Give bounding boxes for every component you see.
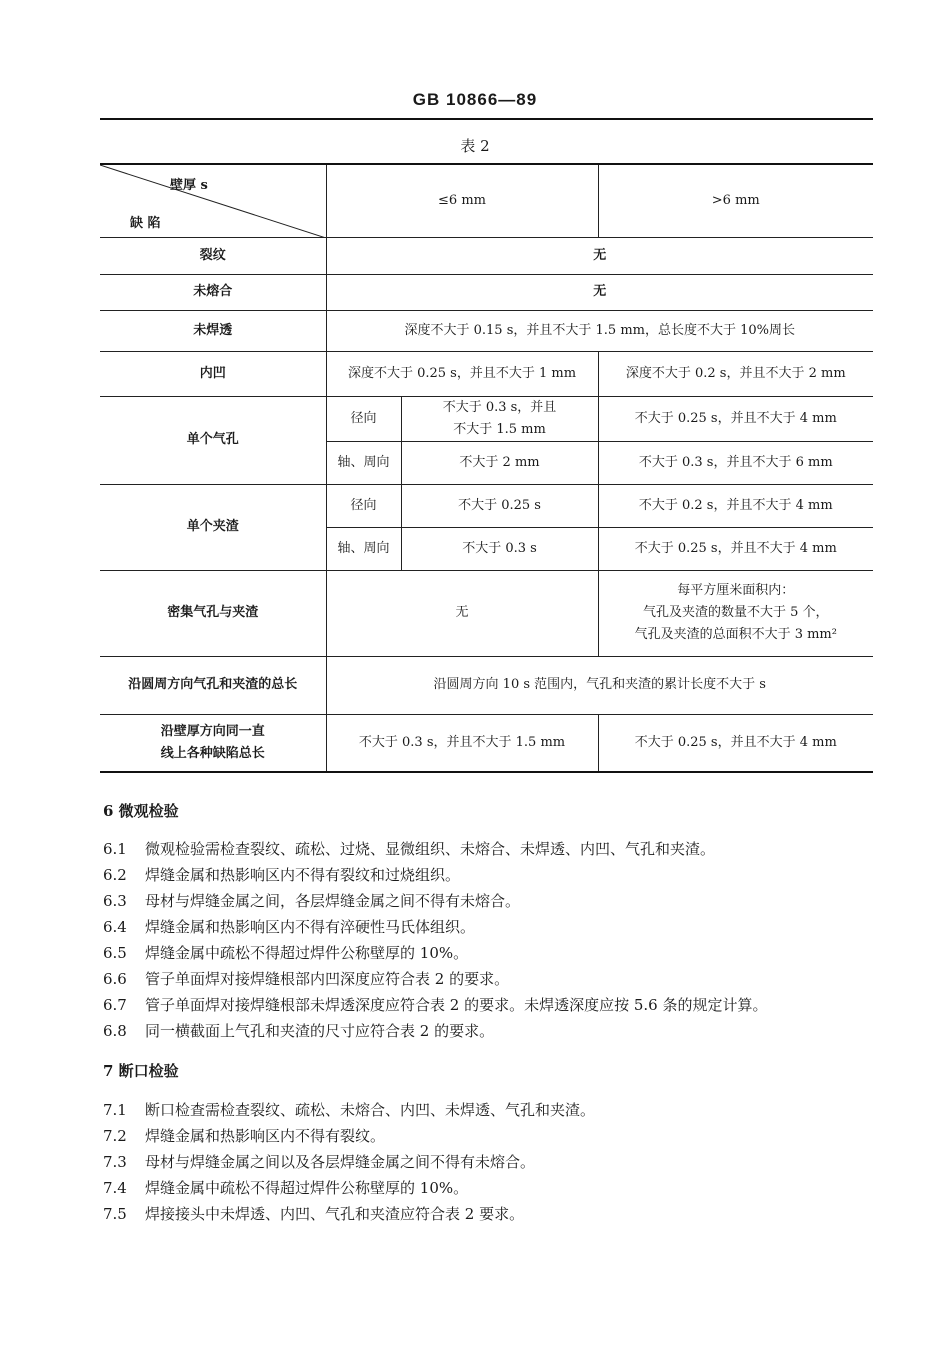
table-row xyxy=(100,396,873,441)
table-row xyxy=(100,714,873,772)
cell-concavity-le6: 深度不大于 0.25 s，并且不大于 1 mm xyxy=(326,351,598,396)
cell-pore-axial-le6: 不大于 2 mm xyxy=(401,441,598,484)
table-row xyxy=(100,310,873,351)
sub-label-slag-radial: 径向 xyxy=(326,484,401,527)
cell-slag-axial-le6: 不大于 0.3 s xyxy=(401,527,598,570)
header-rule xyxy=(100,118,873,120)
list-item: 6.4 焊缝金属和热影响区内不得有淬硬性马氏体组织。 xyxy=(103,918,476,936)
section-6-heading: 6 微观检验 xyxy=(103,802,179,820)
row-label-incomplete-pen: 未焊透 xyxy=(100,310,326,351)
cell-circumferential: 沿圆周方向 10 s 范围内，气孔和夹渣的累计长度不大于 s xyxy=(326,656,873,714)
list-item: 6.7 管子单面焊对接焊缝根部未焊透深度应符合表 2 的要求。未焊透深度应按 5.6 条的规定计算。 xyxy=(103,996,768,1014)
cell-crack: 无 xyxy=(326,237,873,274)
row-label-single-slag: 单个夹渣 xyxy=(100,484,326,570)
cell-slag-axial-gt6: 不大于 0.25 s，并且不大于 4 mm xyxy=(598,527,873,570)
col-header-gt6: >6 mm xyxy=(598,164,873,237)
cell-text-line: 每平方厘米面积内： xyxy=(677,583,795,598)
list-item: 7.2 焊缝金属和热影响区内不得有裂纹。 xyxy=(103,1127,386,1145)
cell-through-wall-le6: 不大于 0.3 s，并且不大于 1.5 mm xyxy=(326,714,598,772)
table-row xyxy=(100,570,873,656)
cell-dense-le6: 无 xyxy=(326,570,598,656)
list-item: 6.3 母材与焊缝金属之间，各层焊缝金属之间不得有未熔合。 xyxy=(103,892,521,910)
list-item: 7.3 母材与焊缝金属之间以及各层焊缝金属之间不得有未熔合。 xyxy=(103,1153,536,1171)
cell-text-line: 沿壁厚方向同一直 xyxy=(160,723,265,739)
row-label-through-wall xyxy=(100,714,326,772)
table-header-row xyxy=(100,164,873,237)
sub-label-pore-radial: 径向 xyxy=(326,396,401,441)
row-label-concavity: 内凹 xyxy=(100,351,326,396)
cell-dense-gt6 xyxy=(598,570,873,656)
standard-code: GB 10866—89 xyxy=(412,90,538,109)
col-header-le6: ≤6 mm xyxy=(326,164,598,237)
corner-defect-label: 缺 陷 xyxy=(130,216,161,231)
sub-label-pore-axial: 轴、周向 xyxy=(326,441,401,484)
list-item: 7.4 焊缝金属中疏松不得超过焊件公称壁厚的 10%。 xyxy=(103,1179,469,1197)
list-item: 7.5 焊接接头中未焊透、内凹、气孔和夹渣应符合表 2 要求。 xyxy=(103,1205,525,1223)
table-row xyxy=(100,237,873,274)
table-row xyxy=(100,484,873,527)
cell-concavity-gt6: 深度不大于 0.2 s，并且不大于 2 mm xyxy=(598,351,873,396)
cell-text-line: 不大于 1.5 mm xyxy=(453,421,546,437)
corner-thickness-label: 壁厚 s xyxy=(170,178,208,193)
corner-cell xyxy=(100,164,326,237)
cell-through-wall-gt6: 不大于 0.25 s，并且不大于 4 mm xyxy=(598,714,873,772)
table-caption: 表 2 xyxy=(460,137,490,155)
cell-text-line: 气孔及夹渣的数量不大于 5 个， xyxy=(642,605,829,620)
cell-lack-fusion: 无 xyxy=(326,274,873,310)
row-label-lack-fusion: 未熔合 xyxy=(100,274,326,310)
row-label-single-pore: 单个气孔 xyxy=(100,396,326,484)
table-row xyxy=(100,351,873,396)
list-item: 6.1 微观检验需检查裂纹、疏松、过烧、显微组织、未熔合、未焊透、内凹、气孔和夹渣。 xyxy=(103,840,716,858)
cell-incomplete-pen: 深度不大于 0.15 s，并且不大于 1.5 mm，总长度不大于 10%周长 xyxy=(326,310,873,351)
list-item: 6.5 焊缝金属中疏松不得超过焊件公称壁厚的 10%。 xyxy=(103,944,469,962)
row-label-crack: 裂纹 xyxy=(100,237,326,274)
defect-table xyxy=(100,163,873,773)
cell-slag-radial-le6: 不大于 0.25 s xyxy=(401,484,598,527)
table-row xyxy=(100,274,873,310)
section-7-heading: 7 断口检验 xyxy=(103,1062,179,1080)
sub-label-slag-axial: 轴、周向 xyxy=(326,527,401,570)
cell-text-line: 不大于 0.3 s，并且 xyxy=(442,399,557,415)
list-item: 6.6 管子单面焊对接焊缝根部内凹深度应符合表 2 的要求。 xyxy=(103,970,510,988)
cell-pore-radial-le6 xyxy=(401,396,598,441)
cell-slag-radial-gt6: 不大于 0.2 s，并且不大于 4 mm xyxy=(598,484,873,527)
list-item: 6.2 焊缝金属和热影响区内不得有裂纹和过烧组织。 xyxy=(103,866,461,884)
table-row xyxy=(100,656,873,714)
list-item: 6.8 同一横截面上气孔和夹渣的尺寸应符合表 2 的要求。 xyxy=(103,1022,495,1040)
cell-pore-radial-gt6: 不大于 0.25 s，并且不大于 4 mm xyxy=(598,396,873,441)
list-item: 7.1 断口检查需检查裂纹、疏松、未熔合、内凹、未焊透、气孔和夹渣。 xyxy=(103,1101,596,1119)
row-label-circumferential: 沿圆周方向气孔和夹渣的总长 xyxy=(100,656,326,714)
row-label-dense: 密集气孔与夹渣 xyxy=(100,570,326,656)
cell-text-line: 线上各种缺陷总长 xyxy=(160,745,265,761)
cell-text-line: 气孔及夹渣的总面积不大于 3 mm² xyxy=(634,627,837,642)
cell-pore-axial-gt6: 不大于 0.3 s，并且不大于 6 mm xyxy=(598,441,873,484)
